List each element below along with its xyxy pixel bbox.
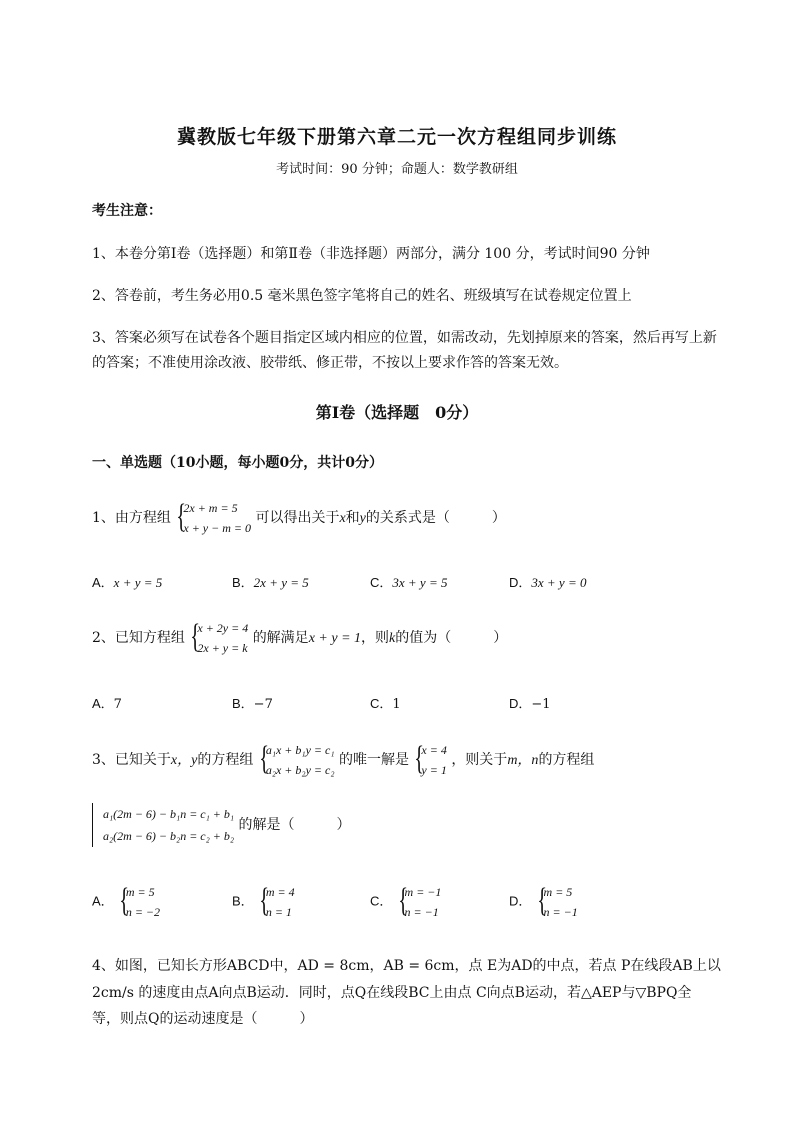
q2-mid2: ，则 — [361, 630, 390, 646]
q1-and: 和 — [345, 510, 360, 526]
q3-prefix: 3、已知关于 — [92, 752, 171, 768]
q3-solution-system — [413, 740, 446, 780]
q3-option-d[interactable] — [509, 882, 578, 922]
q2-mid: 的解满足 — [252, 630, 309, 646]
question-2 — [92, 618, 507, 658]
question-1 — [92, 498, 506, 538]
part-title: 一、单选题（10小题，每小题0分，共计0分） — [92, 455, 383, 471]
exam-info: 考试时间：90 分钟；命题人：数学教研组 — [276, 162, 518, 177]
q3-eq-2: a₂x + b₂y = c₂ — [265, 763, 335, 777]
option-eq-2: n = 1 — [265, 905, 292, 919]
option-expr: x + y = 5 — [113, 575, 163, 590]
notice-heading: 考生注意： — [92, 203, 162, 219]
q3-vars: x，y — [170, 753, 198, 768]
q1-option-d[interactable] — [509, 572, 586, 591]
option-label: D． — [509, 696, 532, 711]
option-expr: 7 — [113, 697, 122, 712]
option-system — [536, 882, 578, 922]
q3-eq2-1: a₁(2m − 6) − b₁n = c₁ + b₁ — [103, 807, 235, 821]
option-eq-2: n = −2 — [125, 905, 161, 919]
option-eq-1: { m = 4 — [265, 885, 295, 899]
q3-option-a[interactable] — [92, 882, 160, 922]
option-eq-2: n = −1 — [404, 905, 439, 919]
q1-suffix: 的关系式是（ ） — [365, 510, 506, 526]
option-label: C． — [370, 575, 393, 590]
q3-suffix2: 的解是（ ） — [238, 817, 351, 833]
q1-eq-1: { 2x + m = 5 — [183, 501, 238, 515]
q3-option-b[interactable] — [232, 882, 295, 922]
q1-var-x: x — [339, 511, 346, 526]
notice-line-3a: 3、答案必须写在试卷各个题目指定区域内相应的位置，如需改动，先划掉原来的答案，然后再写上新 — [92, 330, 717, 346]
q3-mid: 的方程组 — [197, 752, 254, 768]
option-label: C． — [370, 893, 393, 909]
q2-option-d[interactable] — [509, 693, 551, 712]
option-label: D． — [509, 575, 532, 590]
option-label: A． — [92, 893, 114, 909]
q3-sol-2: y = 1 — [421, 763, 447, 777]
q3-eq2-2: a₂(2m − 6) − b₂n = c₂ + b₂ — [103, 829, 235, 843]
q2-prefix: 2、已知方程组 — [92, 630, 185, 646]
question-4-line-1: 4、如图，已知长方形ABCD中，AD = 8cm，AB = 6cm，点 E为AD的中点，若点 P在线段AB上以 — [92, 958, 721, 974]
option-expr: 2x + y = 5 — [253, 575, 309, 590]
option-label: A． — [92, 696, 114, 711]
q1-option-a[interactable] — [92, 572, 162, 591]
q1-option-b[interactable] — [232, 572, 309, 591]
q1-var-y: y — [359, 511, 366, 526]
option-eq-1: { m = 5 — [543, 885, 573, 899]
q1-equation-system — [175, 498, 251, 538]
option-label: B． — [232, 696, 254, 711]
q2-var-k: k — [389, 631, 396, 646]
notice-line-3b: 的答案；不准使用涂改液、胶带纸、修正带，不按以上要求作答的答案无效。 — [92, 355, 568, 371]
option-system — [118, 882, 160, 922]
option-expr: −1 — [531, 697, 551, 712]
notice-line-1: 1、本卷分第Ⅰ卷（选择题）和第Ⅱ卷（非选择题）两部分，满分 100 分，考试时间90 分钟 — [92, 246, 650, 262]
option-expr: 3x + y = 0 — [531, 575, 587, 590]
q3-equation-system — [258, 740, 335, 780]
q2-eq-2: 2x + y = k — [197, 641, 248, 655]
option-label: B． — [232, 575, 254, 590]
q2-option-c[interactable] — [370, 693, 401, 712]
option-system — [258, 882, 295, 922]
q3-mid2: 的唯一解是 — [338, 752, 409, 768]
q2-condition: x + y = 1 — [308, 631, 362, 646]
option-label: B． — [232, 893, 254, 909]
question-3-cont — [92, 803, 351, 847]
page-title: 冀教版七年级下册第六章二元一次方程组同步训练 — [176, 126, 617, 148]
option-eq-1: { m = −1 — [404, 885, 442, 899]
question-4-line-2: 2cm/s 的速度由点A向点B运动．同时，点Q在线段BC上由点 C向点B运动，若△AEP与▽BPQ全 — [92, 985, 692, 1001]
section-title: 第Ⅰ卷（选择题 0分） — [315, 403, 479, 422]
option-expr: −7 — [253, 697, 273, 712]
q3-eq-1: { a₁x + b₁y = c₁ — [265, 743, 335, 757]
q3-option-c[interactable] — [370, 882, 441, 922]
question-3 — [92, 740, 594, 780]
q2-eq-1: { x + 2y = 4 — [197, 621, 249, 635]
option-eq-1: { m = 5 — [125, 885, 155, 899]
question-4-line-3: 等，则点Q的运动速度是（ ） — [92, 1011, 314, 1027]
notice-line-2: 2、答卷前，考生务必用0.5 毫米黑色签字笔将自己的姓名、班级填写在试卷规定位置上 — [92, 288, 632, 304]
q3-vars2: m，n — [507, 753, 539, 768]
q2-option-a[interactable] — [92, 693, 122, 712]
q1-eq-2: x + y − m = 0 — [183, 521, 251, 535]
q1-mid: 可以得出关于 — [255, 510, 340, 526]
option-label: A． — [92, 575, 114, 590]
option-label: D． — [509, 893, 532, 909]
option-eq-2: n = −1 — [543, 905, 578, 919]
option-expr: 3x + y = 5 — [392, 575, 448, 590]
q1-prefix: 1、由方程组 — [92, 510, 171, 526]
option-label: C． — [370, 696, 393, 711]
q3-equation-system-2 — [92, 803, 234, 847]
q3-suffix: 的方程组 — [538, 752, 595, 768]
q3-sol-1: { x = 4 — [421, 743, 447, 757]
q2-option-b[interactable] — [232, 693, 273, 712]
option-system — [397, 882, 442, 922]
option-expr: 1 — [392, 697, 401, 712]
q1-option-c[interactable] — [370, 572, 447, 591]
q2-equation-system — [189, 618, 248, 658]
q2-suffix: 的值为（ ） — [395, 630, 508, 646]
q3-mid3: ，则关于 — [451, 752, 508, 768]
